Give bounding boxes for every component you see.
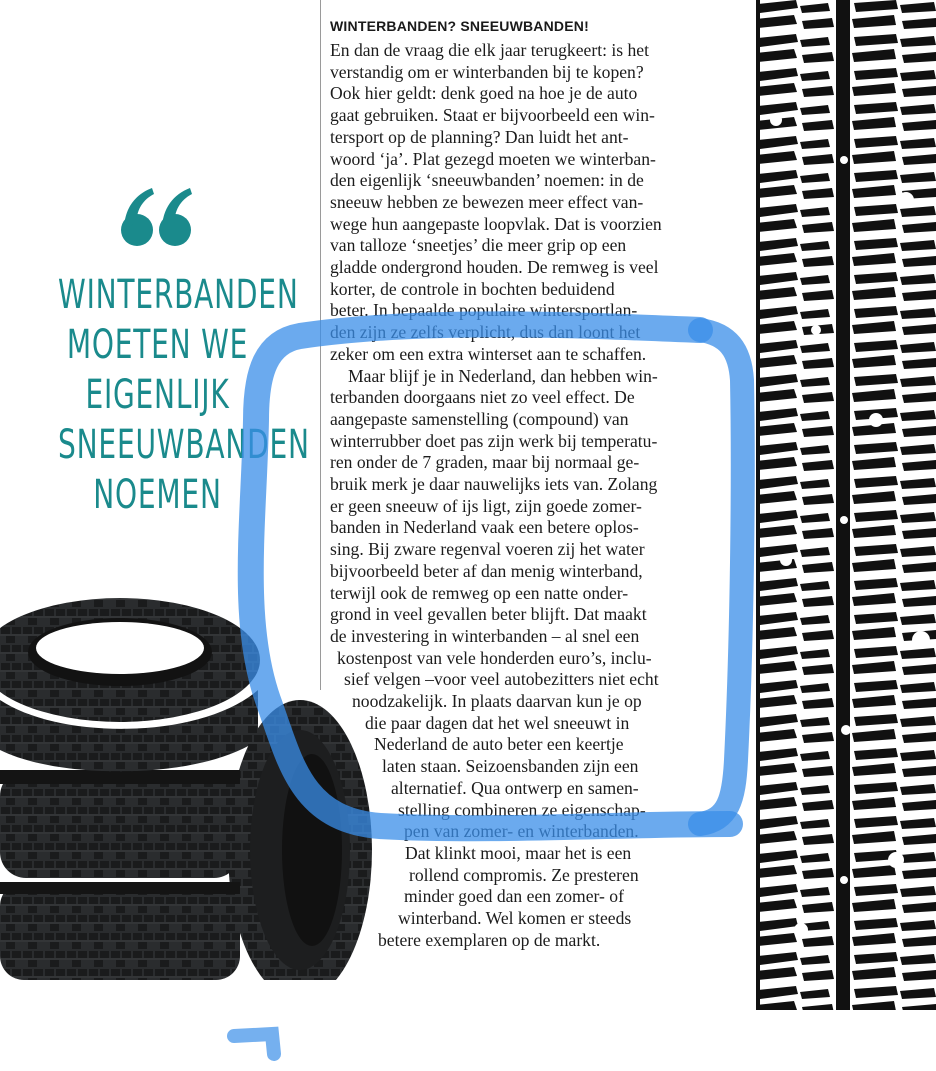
column-divider — [320, 0, 321, 690]
article-line: laten staan. Seizoensbanden zijn een — [382, 756, 639, 777]
article-line: En dan de vraag die elk jaar terugkeert: is het — [330, 40, 649, 60]
article-line: grond in veel gevallen beter blijft. Dat maakt — [330, 604, 647, 625]
article-line: kostenpost van vele honderden euro’s, inclu- — [337, 647, 652, 668]
article-line: winterrubber doet pas zijn werk bij temperatu- — [330, 430, 658, 451]
article-line: winterband. Wel komen er steeds — [398, 908, 632, 928]
article-line: er geen sneeuw of ijs ligt, zijn goede zomer- — [330, 495, 642, 516]
article-line: die paar dagen dat het wel sneeuwt in — [365, 712, 630, 733]
article-line: aangepaste samenstelling (compound) van — [330, 408, 629, 429]
article-line: terbanden doorgaans niet zo veel effect. De — [330, 387, 635, 408]
article-line: de investering in winterbanden – al snel een — [330, 625, 640, 646]
pull-quote-line: WINTERBANDEN — [58, 272, 299, 318]
article-line: sneeuw hebben ze bewezen meer effect van- — [330, 191, 644, 212]
article-line: Ook hier geldt: denk goed na hoe je de auto — [330, 83, 638, 104]
pull-quote-line: EIGENLIJK — [85, 372, 230, 418]
article-line: woord ‘ja’. Plat gezegd moeten we winterban- — [330, 148, 656, 169]
pull-quote-line: NOEMEN — [93, 472, 222, 518]
stacked-tires-image — [0, 590, 380, 980]
article-line: zeker om een extra winterset aan te schaffen. — [330, 343, 647, 364]
article-line: banden in Nederland vaak een betere oplos- — [330, 517, 639, 538]
article-line: alternatief. Qua ontwerp en samen- — [391, 777, 639, 798]
pull-quote-line: SNEEUWBANDEN — [58, 422, 310, 468]
article-line: gaat gebruiken. Staat er bijvoorbeeld een win- — [330, 105, 655, 126]
article-line: beter. In bepaalde populaire wintersportlan- — [330, 300, 638, 321]
tire-tracks-image — [756, 0, 936, 1010]
article-line: bruik merk je daar nauwelijks iets van. Zolang — [330, 474, 658, 494]
quote-marks-icon — [118, 178, 198, 258]
article-line: Maar blijf je in Nederland, dan hebben win- — [348, 365, 658, 386]
article-line: verstandig om er winterbanden bij te kopen? — [330, 61, 644, 82]
pull-quote-line: MOETEN WE — [66, 322, 249, 368]
pull-quote — [58, 270, 310, 520]
article-line: korter, de controle in bochten beduidend — [330, 278, 615, 299]
article-line: pen van zomer- en winterbanden. — [404, 821, 639, 842]
article-line: sing. Bij zware regenval voeren zij het water — [330, 539, 645, 560]
article-line: den zijn ze zelfs verplicht, dus dan loont het — [330, 322, 641, 343]
article-line: minder goed dan een zomer- of — [404, 886, 624, 907]
article-line: terwijl ook de remweg op een natte onder- — [330, 582, 629, 603]
article-line: gladde ondergrond houden. De remweg is veel — [330, 257, 659, 277]
article-line: stelling combineren ze eigenschap- — [398, 799, 646, 820]
article-line: betere exemplaren op de markt. — [378, 929, 601, 950]
article-line: noodzakelijk. In plaats daarvan kun je op — [352, 691, 642, 711]
article-line: van talloze ‘sneetjes’ die meer grip op een — [330, 235, 627, 256]
article-line: sief velgen –voor veel autobezitters niet echt — [344, 669, 659, 690]
article-line: ren onder de 7 graden, maar bij normaal ge- — [330, 452, 640, 473]
article-line: bijvoorbeeld beter af dan menig winterband, — [330, 560, 643, 581]
article-line: rollend compromis. Ze presteren — [409, 864, 639, 885]
article-line: Nederland de auto beter een keertje — [374, 734, 624, 755]
article-line: den eigenlijk ‘sneeuwbanden’ noemen: in de — [330, 170, 644, 191]
article-line: wege hun aangepaste loopvlak. Dat is voorzien — [330, 213, 662, 234]
article-line: Dat klinkt mooi, maar het is een — [405, 842, 632, 863]
article-heading: WINTERBANDEN? SNEEUWBANDEN! — [330, 18, 589, 34]
article-line: tersport op de planning? Dan luidt het ant- — [330, 126, 629, 147]
